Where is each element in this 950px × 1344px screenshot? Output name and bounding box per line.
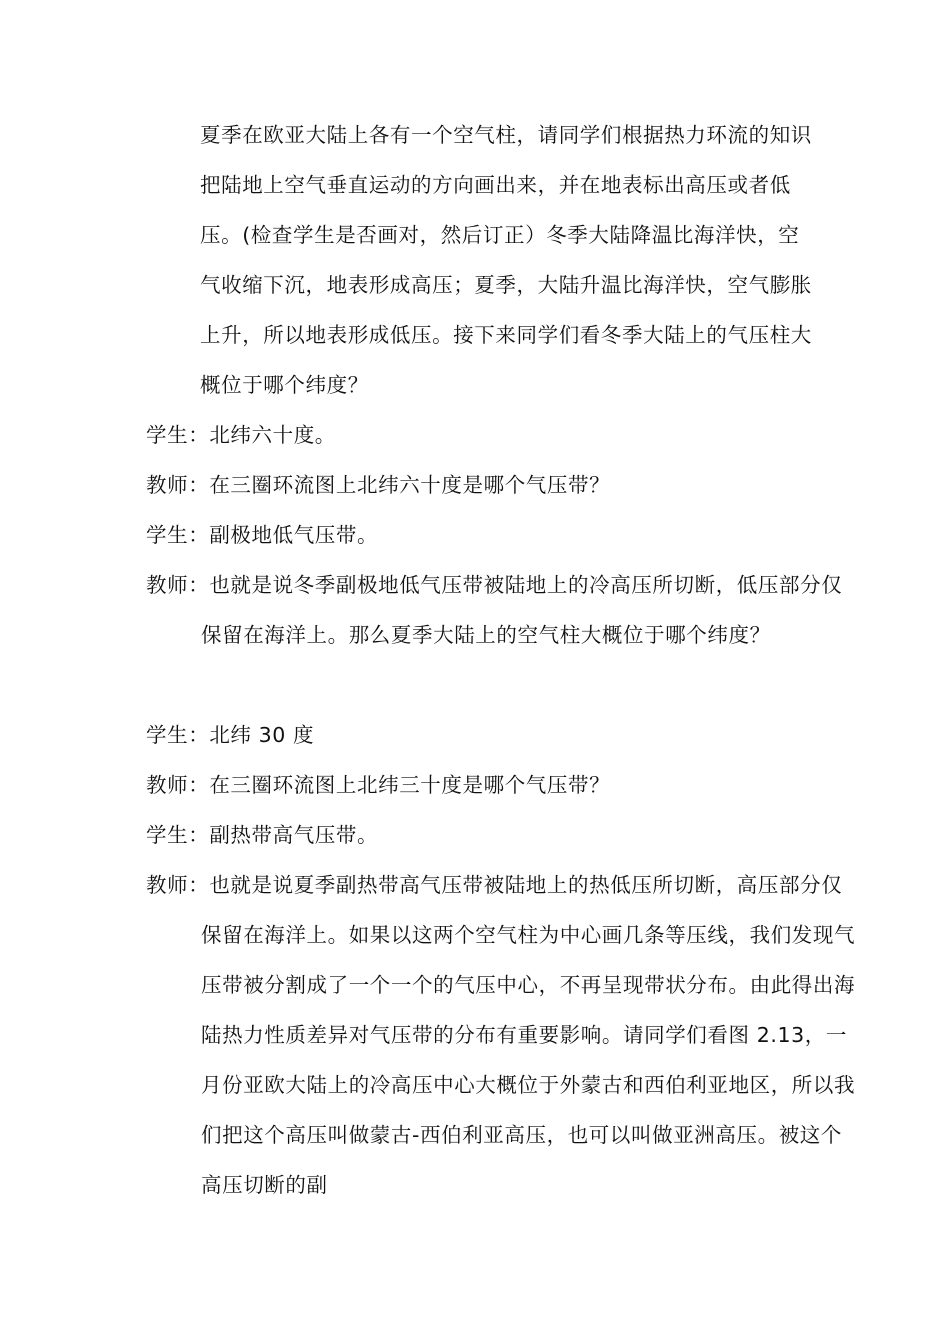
speaker-label: 教师： <box>146 873 210 897</box>
dialogue-line-5 <box>146 710 861 760</box>
dialogue-line-3 <box>146 510 861 560</box>
dialogue-text: 北纬六十度。 <box>209 423 336 447</box>
dialogue-line-8 <box>146 860 861 1210</box>
dialogue-text: 也就是说冬季副极地低气压带被陆地上的冷高压所切断，低压部分仅保留在海洋上。那么夏季大陆上的空气柱大概位于哪个纬度？ <box>201 573 843 647</box>
dialogue-line-4 <box>146 560 861 660</box>
speaker-label: 学生： <box>146 423 210 447</box>
dialogue-line-6 <box>146 760 861 810</box>
dialogue-text: 在三圈环流图上北纬六十度是哪个气压带？ <box>209 473 611 497</box>
dialogue-text: 副极地低气压带。 <box>209 523 379 547</box>
dialogue-line-1 <box>146 410 861 460</box>
dialogue-line-7 <box>146 810 861 860</box>
speaker-label: 学生： <box>146 823 210 847</box>
dialogue-text: 北纬 30 度 <box>209 723 315 747</box>
speaker-label: 教师： <box>146 473 210 497</box>
dialogue-text: 在三圈环流图上北纬三十度是哪个气压带？ <box>209 773 611 797</box>
continuation-paragraph: 夏季在欧亚大陆上各有一个空气柱，请同学们根据热力环流的知识把陆地上空气垂直运动的方向画出来，并在地表标出高压或者低压。(检查学生是否画对，然后订正）冬季大陆降温比海洋快，空气收缩下沉，地表形成高压；夏季，大陆升温比海洋快，空气膨胀上升，所以地表形成低压。接下来同学们看冬季大陆上的气压柱大概位于哪个纬度？ <box>200 123 812 397</box>
dialogue-text: 副热带高气压带。 <box>209 823 379 847</box>
speaker-label: 学生： <box>146 723 210 747</box>
dialogue-text: 也就是说夏季副热带高气压带被陆地上的热低压所切断，高压部分仅保留在海洋上。如果以这两个空气柱为中心画几条等压线，我们发现气压带被分割成了一个一个的气压中心，不再呈现带状分布。由此得出海陆热力性质差异对气压带的分布有重要影响。请同学们看图 2.13，一月份亚欧大陆上的冷高压中心大概位于外蒙古和西伯利亚地区，所以我们把这个高压叫做蒙古-西伯利亚高压，也可以叫做亚洲高压。被这个高压切断的副 <box>201 873 856 1197</box>
speaker-label: 教师： <box>146 773 210 797</box>
speaker-label: 学生： <box>146 523 210 547</box>
dialogue-line-2 <box>146 460 861 510</box>
speaker-label: 教师： <box>146 573 210 597</box>
